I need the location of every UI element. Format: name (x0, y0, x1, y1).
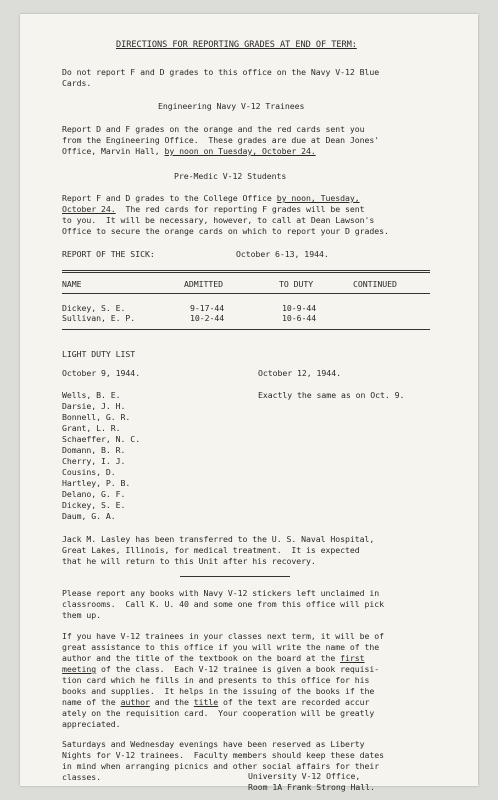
liberty-line-4: classes. (62, 772, 102, 782)
engineering-heading: Engineering Navy V-12 Trainees (158, 101, 305, 111)
sick-row-2-name: Sullivan, E. P. (62, 313, 136, 323)
underlined-first: first (340, 653, 365, 663)
light-duty-name: Bonnell, G. R. (62, 412, 131, 422)
trainees-line-3: author and the title of the textbook on the board at the first (62, 653, 365, 663)
premedic-heading: Pre-Medic V-12 Students (174, 171, 287, 181)
trainees-line-8: ately on the requisition card. Your cooperation will be greatly (62, 708, 375, 718)
lasley-line-3: that he will return to this Unit after his recovery. (62, 556, 316, 566)
trainees-line-9: appreciated. (62, 719, 121, 729)
lasley-line-2: Great Lakes, Illinois, for medical treatment. It is expected (62, 545, 360, 555)
sick-row-2-admitted: 10-2-44 (190, 313, 225, 323)
table-top-rule (62, 270, 430, 271)
column-header-admitted: ADMITTED (184, 279, 224, 289)
trainees-line-5: tion card which he fills in and presents to this office for his (62, 675, 370, 685)
table-header-rule (62, 293, 430, 294)
sick-report-heading: REPORT OF THE SICK: (62, 249, 155, 259)
engineering-line-3: Office, Marvin Hall, by noon on Tuesday, October 24. (62, 146, 316, 156)
underlined-author: author (120, 697, 150, 707)
trainees-line-2: great assistance to this office if you will write the name of the (62, 642, 380, 652)
premedic-deadline-2: October 24. (62, 204, 116, 214)
light-duty-name: Delano, G. F. (62, 489, 126, 499)
table-top-rule-2 (62, 272, 430, 273)
light-duty-name: Darsie, J. H. (62, 401, 126, 411)
light-duty-note: Exactly the same as on Oct. 9. (258, 390, 405, 400)
light-duty-name: Dickey, S. E. (62, 500, 126, 510)
sick-row-1-to-duty: 10-9-44 (282, 303, 317, 313)
engineering-deadline: by noon on Tuesday, October 24. (164, 146, 316, 156)
sick-row-2-to-duty: 10-6-44 (282, 313, 317, 323)
premedic-line-4: Office to secure the orange cards on which to report your D grades. (62, 226, 389, 236)
sick-report-dates: October 6-13, 1944. (236, 249, 329, 259)
trainees-line-1: If you have V-12 trainees in your classes next term, it will be of (62, 631, 385, 641)
books-line-3: them up. (62, 610, 102, 620)
intro-line-1: Do not report F and D grades to this office on the Navy V-12 Blue (62, 67, 380, 77)
light-duty-name: Daum, G. A. (62, 511, 116, 521)
light-duty-name: Wells, B. E. (62, 390, 121, 400)
document-title: DIRECTIONS FOR REPORTING GRADES AT END OF TERM: (116, 40, 357, 50)
trainees-line-6: books and supplies. It helps in the issuing of the books if the (62, 686, 375, 696)
books-line-2: classrooms. Call K. U. 40 and some one from this office will pick (62, 599, 385, 609)
light-duty-date-right: October 12, 1944. (258, 368, 341, 378)
document-page (20, 14, 478, 786)
light-duty-date-left: October 9, 1944. (62, 368, 141, 378)
trainees-line-7: name of the author and the title of the text are recorded accur (62, 697, 370, 707)
light-duty-name: Grant, L. R. (62, 423, 121, 433)
section-divider (180, 576, 290, 577)
engineering-line-2: from the Engineering Office. These grades are due at Dean Jones' (62, 135, 380, 145)
books-line-1: Please report any books with Navy V-12 stickers left unclaimed in (62, 588, 380, 598)
liberty-line-2: Nights for V-12 trainees. Faculty members should keep these dates (62, 750, 385, 760)
premedic-line-3: to you. It will be necessary, however, to call at Dean Lawson's (62, 215, 375, 225)
column-header-continued: CONTINUED (353, 279, 397, 289)
light-duty-name: Schaeffer, N. C. (62, 434, 141, 444)
trainees-line-4: meeting of the class. Each V-12 trainee is given a book requisi- (62, 664, 380, 674)
underlined-meeting: meeting (62, 664, 97, 674)
lasley-line-1: Jack M. Lasley has been transferred to the U. S. Naval Hospital, (62, 534, 375, 544)
premedic-line-2: October 24. The red cards for reporting F grades will be sent (62, 204, 365, 214)
column-header-to-duty: TO DUTY (279, 279, 314, 289)
intro-line-2: Cards. (62, 78, 92, 88)
light-duty-name: Domann, B. R. (62, 445, 126, 455)
signature-line-2: Room 1A Frank Strong Hall. (248, 782, 375, 792)
sick-row-1-name: Dickey, S. E. (62, 303, 126, 313)
light-duty-name: Cousins, D. (62, 467, 116, 477)
liberty-line-3: in mind when arranging picnics and other social affairs for their (62, 761, 380, 771)
underlined-title: title (193, 697, 219, 707)
sick-row-1-admitted: 9-17-44 (190, 303, 225, 313)
column-header-name: NAME (62, 279, 82, 289)
liberty-line-1: Saturdays and Wednesday evenings have been reserved as Liberty (62, 739, 365, 749)
premedic-line-1: Report F and D grades to the College Office by noon, Tuesday, (62, 193, 360, 203)
light-duty-name: Cherry, I. J. (62, 456, 126, 466)
table-bottom-rule (62, 329, 430, 330)
light-duty-heading: LIGHT DUTY LIST (62, 349, 136, 359)
signature-line-1: University V-12 Office, (248, 771, 361, 781)
premedic-deadline-1: by noon, Tuesday, (276, 193, 360, 203)
engineering-line-1: Report D and F grades on the orange and the red cards sent you (62, 124, 365, 134)
light-duty-name: Hartley, P. B. (62, 478, 131, 488)
